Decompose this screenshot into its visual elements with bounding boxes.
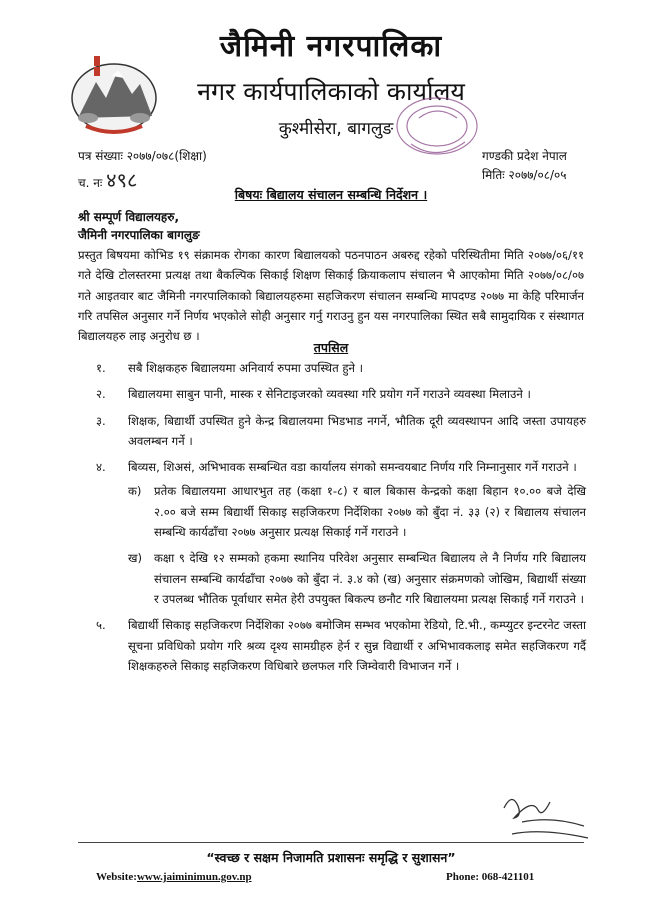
- office-name: नगर कार्यपालिकाको कार्यालय: [197, 77, 465, 106]
- office-place: कुश्मीसेरा, बागलुङ: [278, 119, 394, 139]
- recipient-line-1: श्री सम्पूर्ण विद्यालयहरु,: [78, 210, 180, 224]
- item-number: २.: [96, 387, 106, 402]
- list-item: [92, 384, 586, 404]
- item-text: सबै शिक्षकहरु बिद्यालयमा अनिवार्य रुपमा उपस्थित हुने ।: [128, 361, 364, 375]
- body-paragraph: प्रस्तुत बिषयमा कोभिड १९ संक्रामक रोगका कारण बिद्यालयको पठनपाठन अबरुद्द रहेको परिस्थितीमा मिति २०७७/०६/११ गते देखि टोलस्तरमा प्रत्यक्ष तथा बैकल्पिक सिकाई शिक्षण सिकाई क्रियाकलाप संचालन भै आएकोमा मिति २०७७/०८/०७ गते आइतवार बाट जैमिनी नगरपालिकाको बिद्यालयहरुमा सहजिकरण संचालन सम्बन्धि मापदण्ड २०७७ मा केहि परिमार्जन गरि तपसिल अनुसार गर्ने निर्णय भएकोले सोही अनुसार गर्नु गराउनु हुन यस नगरपालिका स्थित सबै सामुदायिक र संस्थागत बिद्यालयहरु लाइ अनुरोध छ ।: [78, 248, 584, 344]
- sub-item-text: प्रतेक बिद्यालयमा आधारभुत तह (कक्षा १-८) र बाल बिकास केन्द्रको कक्षा बिहान १०.०० बजे देखि २.०० बजे सम्म बिद्यार्थी सिकाइ सहजिकरण निर्देशिका २०७७ को बुँदा नं. ३३ (२) र बिद्यालय संचालन सम्बन्धि कार्यढाँचा २०७७ अनुसार प्रत्यक्ष सिकाई गर्ने गराउने ।: [154, 484, 586, 540]
- item-number: ३.: [96, 413, 106, 428]
- recipient-line-2: जैमिनी नगरपालिका बागलुङ: [78, 228, 200, 242]
- office-seal-icon: [375, 96, 485, 166]
- item-text: बिद्यार्थी सिकाइ सहजिकरण निर्देशिका २०७७ बमोजिम सम्भव भएकोमा रेडियो, टि.भी., कम्प्युटर इन्टरनेट जस्ता सूचना प्रविधिको प्रयोग गरि श्रव्य दृश्य सामग्रीहरु हेर्न र सुन्न विद्यार्थी र अभिभावकलाइ समेत सहजिकरण गर्दै शिक्षकहरुले सिकाइ सहजिकरण विधिबारे छलफल गरि जिम्वेवारी विभाजन गर्ने ।: [128, 618, 586, 673]
- instruction-list: [92, 358, 586, 682]
- item-number: ४.: [96, 460, 106, 475]
- website-link[interactable]: www.jaiminimun.gov.np: [136, 871, 252, 883]
- list-item: [92, 411, 586, 452]
- org-name: जैमिनी नगरपालिका: [219, 29, 443, 64]
- province-name: गण्डकी प्रदेश नेपाल: [482, 149, 567, 163]
- sub-list-item: [128, 548, 586, 609]
- website-label: Website:: [96, 871, 137, 883]
- signature-icon: [492, 788, 602, 848]
- dispatch-value: ४९८: [106, 168, 138, 192]
- subject-text: बिषयः बिद्यालय संचालन सम्बन्धि निर्देशन ।: [234, 187, 428, 202]
- letter-subject: [0, 186, 662, 203]
- list-item: [92, 457, 586, 609]
- item-number: ५.: [96, 618, 106, 633]
- sub-list: [128, 481, 586, 609]
- footer-phone: Phone: 068-421101: [446, 871, 535, 883]
- schedule-heading: तपसिल: [313, 340, 349, 355]
- sub-item-number: क): [128, 484, 142, 499]
- item-text: शिक्षक, बिद्यार्थी उपस्थित हुने केन्द्र बिद्यालयमा भिडभाड नगर्ने, भौतिक दूरी व्यवस्थापन आदि जस्ता उपायहरु अवलम्बन गर्ने ।: [128, 413, 586, 448]
- reference-number: पत्र संख्याः २०७७/०७८(शिक्षा): [78, 149, 207, 163]
- item-text: बिव्यस, शिअसं, अभिभावक सम्बन्धित वडा कार्यालय संगको समन्वयबाट निर्णय गरि निम्नानुसार गर्ने गराउने ।: [128, 460, 577, 475]
- sub-item-number: ख): [128, 551, 143, 566]
- item-number: १.: [96, 361, 106, 375]
- list-item: [92, 358, 586, 378]
- sub-item-text: कक्षा ९ देखि १२ सम्मको हकमा स्थानिय परिवेश अनुसार सम्बन्धित बिद्यालय ले नै निर्णय गरि बिद्यालय संचालन सम्बन्धि कार्यढाँचा २०७७ को बुँदा नं. ३.४ को (ख) अनुसार संक्रमणको जोखिम, बिद्यार्थी संख्या र उपलब्ध भौतिक पूर्वाधार समेत हेरी उपयुक्त बिकल्प छनौट गरि बिद्यालयमा प्रत्यक्ष सिकाई गर्ने गराउने ।: [154, 551, 586, 606]
- footer-slogan: “स्वच्छ र सक्षम निजामति प्रशासनः समृद्धि र सुशासन”: [206, 850, 456, 865]
- item-text: बिद्यालयमा साबुन पानी, मास्क र सेनिटाइजरको व्यवस्था गरि प्रयोग गर्ने गराउने व्यवस्था मिलाउने ।: [128, 387, 531, 402]
- dispatch-label: च. नः: [78, 176, 103, 190]
- footer-divider: [78, 842, 584, 843]
- letter-date: मितिः २०७७/०८/०५: [482, 168, 567, 182]
- list-item: [92, 615, 586, 676]
- footer-website: [96, 871, 252, 883]
- sub-list-item: [128, 481, 586, 542]
